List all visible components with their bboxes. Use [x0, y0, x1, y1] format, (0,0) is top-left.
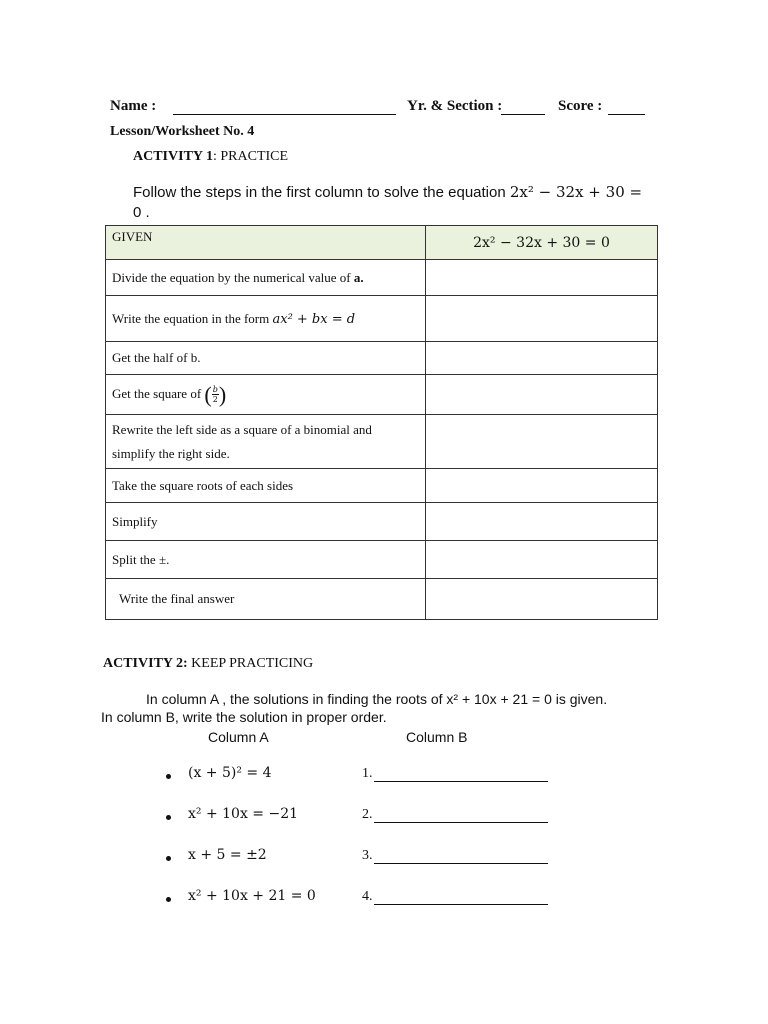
section-field[interactable] [501, 100, 545, 115]
bullet-icon [166, 897, 171, 902]
answer-cell-1[interactable] [426, 260, 658, 296]
activity2-title-rest: KEEP PRACTICING [187, 656, 314, 671]
score-label: Score : [558, 98, 603, 114]
name-field[interactable] [173, 100, 396, 115]
column-b-number-2: 2. [362, 807, 373, 822]
step-label [106, 415, 426, 469]
activity1-title-rest: : PRACTICE [213, 149, 289, 164]
step-2-text: Write the equation in the form [112, 310, 273, 326]
lesson-label: Lesson/Worksheet No. 4 [110, 124, 255, 139]
given-label: GIVEN [106, 226, 426, 260]
column-a-item-2: x² + 10x = −21 [188, 806, 299, 822]
activity1-title [133, 149, 288, 165]
score-field[interactable] [608, 100, 645, 115]
step-label [106, 296, 426, 342]
activity2-instruction-line2: In column B, write the solution in proper order. [101, 709, 387, 725]
b-over-2-fraction [212, 385, 219, 404]
answer-cell-4[interactable] [426, 375, 658, 415]
bullet-icon [166, 774, 171, 779]
bullet-icon [166, 856, 171, 861]
step-label: Simplify [106, 503, 426, 541]
table-row [106, 541, 658, 579]
step-1-bold: a. [353, 269, 364, 285]
activity2-title-bold: ACTIVITY 2: [103, 656, 188, 671]
activity2-instruction-line1: In column A , the solutions in finding the roots of x² + 10x + 21 = 0 is given. [146, 691, 608, 707]
answer-cell-6[interactable] [426, 469, 658, 503]
answer-cell-3[interactable] [426, 342, 658, 375]
table-row [106, 375, 658, 415]
step-4-text: Get the square of [112, 385, 205, 401]
activity1-title-bold: ACTIVITY 1 [133, 149, 213, 164]
answer-cell-8[interactable] [426, 541, 658, 579]
step-label [106, 375, 426, 415]
column-a-item-4: x² + 10x + 21 = 0 [188, 888, 316, 904]
step-1-text: Divide the equation by the numerical value of [112, 269, 354, 285]
step-label: Get the half of b. [106, 342, 426, 375]
table-row [106, 579, 658, 620]
fraction-numerator: b [212, 385, 218, 394]
table-row [106, 342, 658, 375]
steps-table [105, 225, 658, 620]
table-row [106, 260, 658, 296]
activity1-instruction [133, 183, 642, 201]
column-a-item-1: (x + 5)² = 4 [188, 765, 272, 781]
answer-cell-7[interactable] [426, 503, 658, 541]
bullet-icon [166, 815, 171, 820]
given-equation: 2x² − 32x + 30 = 0 [426, 226, 658, 260]
name-label: Name : [110, 98, 157, 114]
table-row [106, 469, 658, 503]
step-5-text: Rewrite the left side as a square of a binomial and [112, 421, 372, 437]
step-label [106, 260, 426, 296]
answer-cell-2[interactable] [426, 296, 658, 342]
given-row [106, 226, 658, 260]
column-a-header: Column A [208, 729, 269, 745]
step-label: Take the square roots of each sides [106, 469, 426, 503]
table-row [106, 415, 658, 469]
activity1-instruction-text: Follow the steps in the first column to solve the equation [133, 184, 506, 201]
column-b-answer-2[interactable] [374, 822, 548, 823]
column-b-header: Column B [406, 729, 468, 745]
table-row [106, 503, 658, 541]
column-b-number-1: 1. [362, 766, 373, 781]
step-label: Split the ±. [106, 541, 426, 579]
section-label: Yr. & Section : [407, 98, 503, 114]
step-5-text-line2: simplify the right side. [112, 445, 230, 461]
step-2-form: ax² + bx = d [272, 311, 356, 327]
activity1-equation: 2x² − 32x + 30 = [509, 183, 643, 201]
column-b-answer-3[interactable] [374, 863, 548, 864]
column-b-answer-1[interactable] [374, 781, 548, 782]
column-b-answer-4[interactable] [374, 904, 548, 905]
column-b-number-3: 3. [362, 848, 373, 863]
answer-cell-9[interactable] [426, 579, 658, 620]
activity1-instruction-end: 0 . [133, 204, 150, 221]
step-label: Write the final answer [106, 579, 426, 620]
table-row [106, 296, 658, 342]
activity2-title [103, 656, 313, 672]
column-a-item-3: x + 5 = ±2 [188, 847, 267, 863]
column-b-number-4: 4. [362, 889, 373, 904]
answer-cell-5[interactable] [426, 415, 658, 469]
paren-left: ( [204, 381, 212, 407]
fraction-denominator: 2 [212, 395, 218, 404]
paren-right: ) [218, 381, 227, 407]
